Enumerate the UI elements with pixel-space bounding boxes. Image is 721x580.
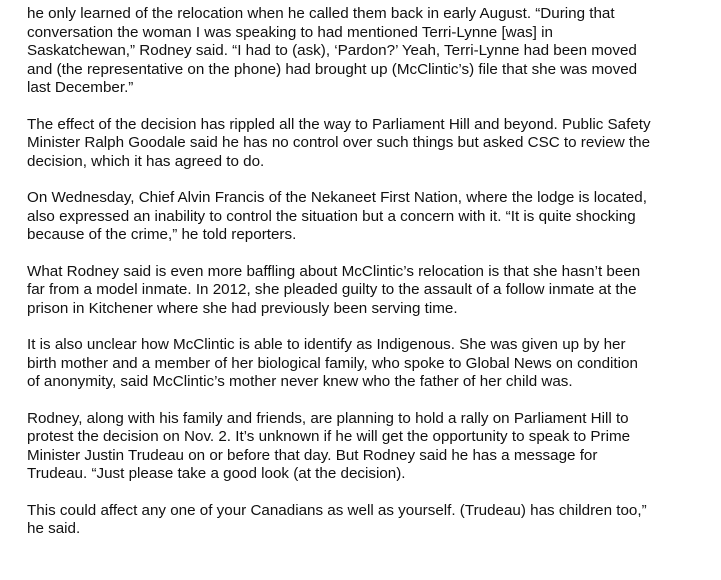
text-line: Rodney, along with his family and friends, are planning to hold a rally on Parliament Hill to <box>27 409 629 427</box>
text-line: he said. <box>27 520 81 537</box>
text-line: This could affect any one of your Canadians as well as yourself. (Trudeau) has children too,” <box>27 501 647 519</box>
text-line: also expressed an inability to control the situation but a concern with it. “It is quite shocking <box>27 207 636 225</box>
text-line: Trudeau. “Just please take a good look (at the decision). <box>27 465 406 482</box>
text-line: last December.” <box>27 79 134 96</box>
text-line: What Rodney said is even more baffling about McClintic’s relocation is that she hasn’t been <box>27 262 641 280</box>
text-line: and (the representative on the phone) had brought up (McClintic’s) file that she was moved <box>27 60 638 78</box>
paragraph-model-inmate <box>27 263 717 319</box>
paragraph-parliament-effect <box>27 116 717 172</box>
paragraph-closing-quote <box>27 502 717 539</box>
paragraph-rally <box>27 410 717 484</box>
text-line: of anonymity, said McClintic’s mother never knew who the father of her child was. <box>27 373 573 390</box>
text-line: Minister Justin Trudeau on or before that day. But Rodney said he has a message for <box>27 446 598 464</box>
text-line: It is also unclear how McClintic is able to identify as Indigenous. She was given up by her <box>27 336 626 353</box>
paragraph-indigenous-identity <box>27 336 717 392</box>
paragraph-chief-francis <box>27 189 717 245</box>
text-line: he only learned of the relocation when he called them back in early August. “During that <box>27 5 615 22</box>
article-body <box>27 5 717 539</box>
text-line: birth mother and a member of her biological family, who spoke to Global News on condition <box>27 354 638 372</box>
text-line: prison in Kitchener where she had previously been serving time. <box>27 299 458 317</box>
text-line: Saskatchewan,” Rodney said. “I had to (ask), ‘Pardon?’ Yeah, Terri-Lynne had been moved <box>27 42 637 59</box>
text-line: The effect of the decision has rippled all the way to Parliament Hill and beyond. Public Safety <box>27 115 651 133</box>
paragraph-relocation-call <box>27 5 717 98</box>
text-line: because of the crime,” he told reporters. <box>27 226 297 243</box>
text-line: conversation the woman I was speaking to had mentioned Terri-Lynne [was] in <box>27 23 553 41</box>
text-line: On Wednesday, Chief Alvin Francis of the Nekaneet First Nation, where the lodge is located, <box>27 189 647 206</box>
text-line: decision, which it has agreed to do. <box>27 152 265 170</box>
text-line: Minister Ralph Goodale said he has no control over such things but asked CSC to review the <box>27 134 651 151</box>
text-line: far from a model inmate. In 2012, she pleaded guilty to the assault of a follow inmate at the <box>27 281 637 298</box>
text-line: protest the decision on Nov. 2. It’s unknown if he will get the opportunity to speak to Prime <box>27 428 631 445</box>
